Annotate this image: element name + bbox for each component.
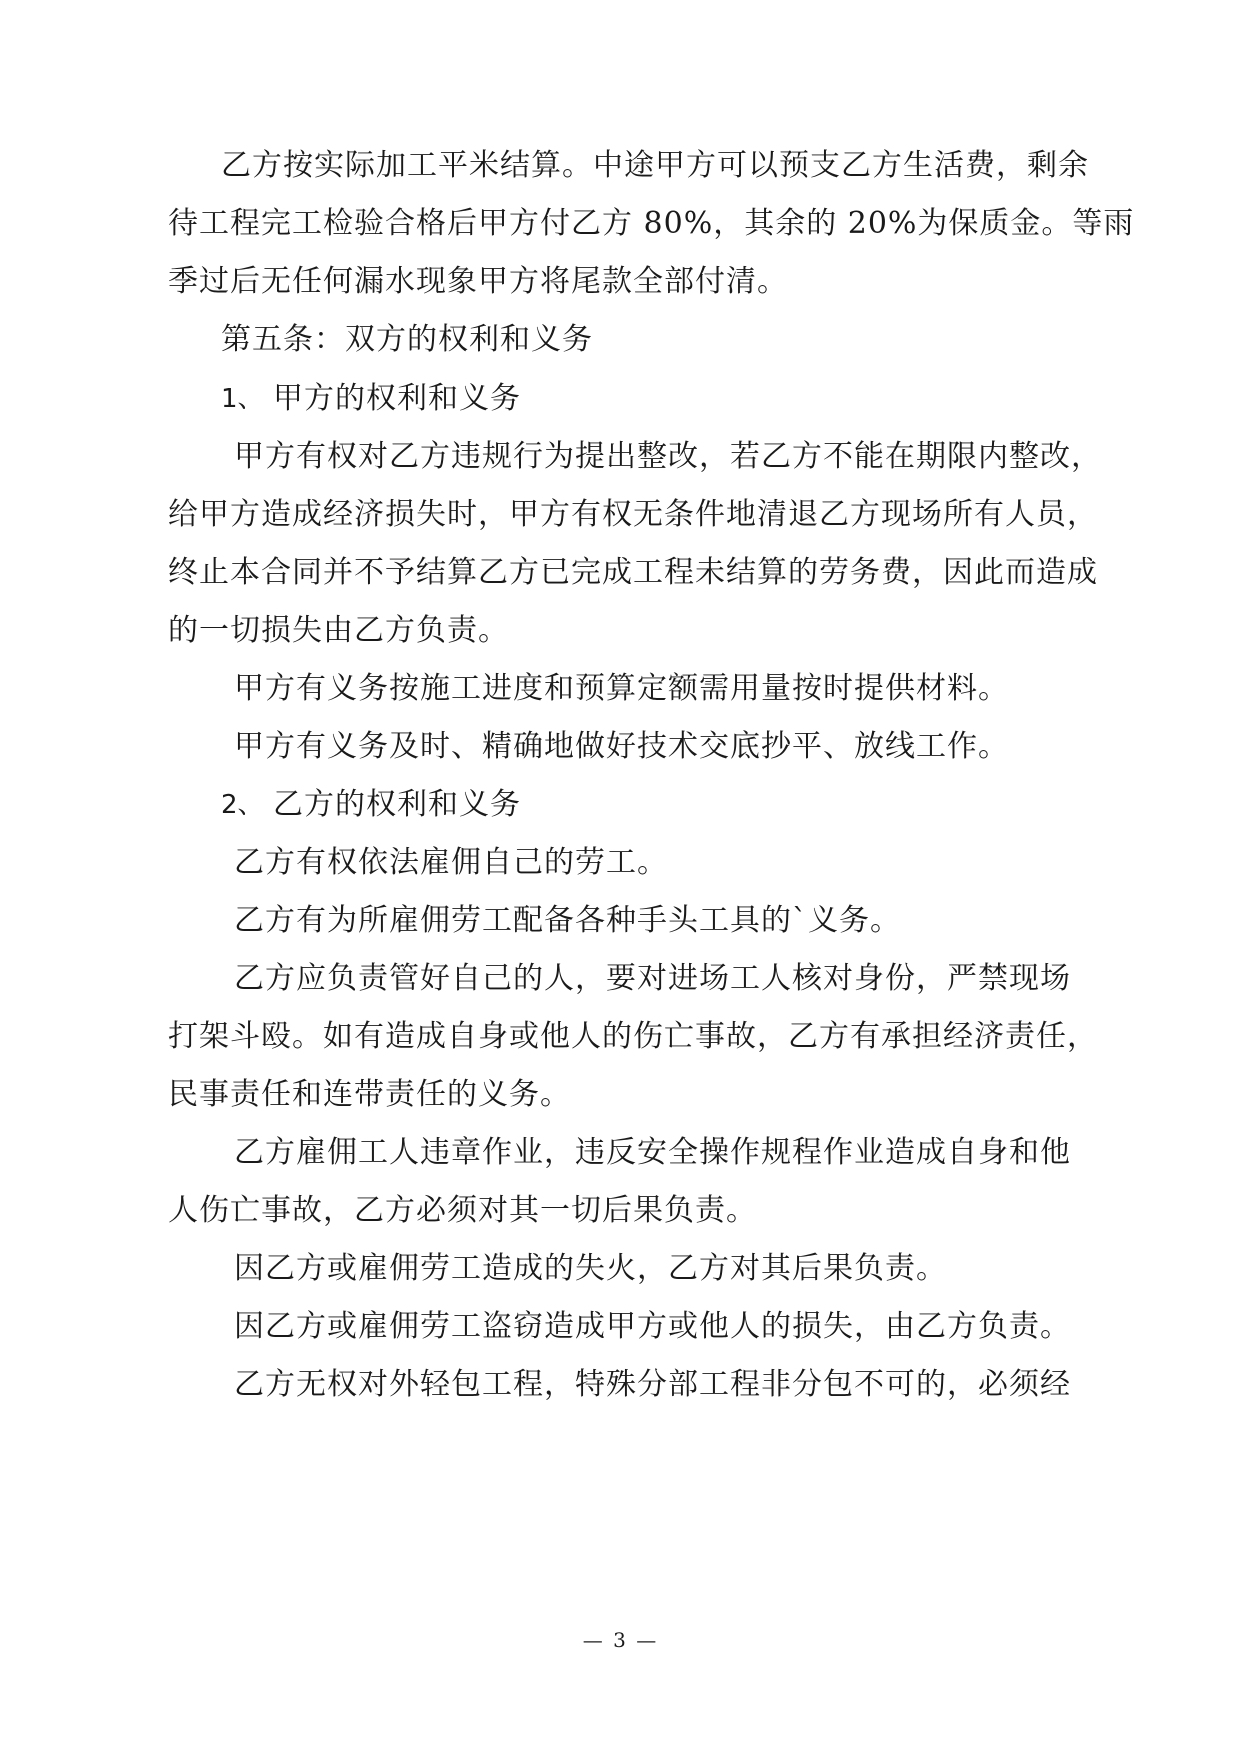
paragraph-3: 甲方有义务按施工进度和预算定额需用量按时提供材料。 bbox=[234, 671, 1009, 706]
paragraph-1-line-1: 乙方按实际加工平米结算。中途甲方可以预支乙方生活费，剩余 bbox=[221, 148, 1089, 183]
paragraph-6: 乙方有为所雇佣劳工配备各种手头工具的`义务。 bbox=[234, 903, 901, 938]
section-1-title: 甲方的权利和义务 bbox=[273, 381, 521, 416]
section-1-number: 1、 bbox=[221, 384, 264, 414]
paragraph-7-line-2: 打架斗殴。如有造成自身或他人的伤亡事故，乙方有承担经济责任， bbox=[168, 1019, 1098, 1054]
paragraph-5: 乙方有权依法雇佣自己的劳工。 bbox=[234, 845, 668, 880]
section-2-title: 乙方的权利和义务 bbox=[273, 787, 521, 822]
paragraph-4: 甲方有义务及时、精确地做好技术交底抄平、放线工作。 bbox=[234, 729, 1009, 764]
article-5-heading: 第五条：双方的权利和义务 bbox=[221, 322, 593, 357]
page-number: — 3 — bbox=[582, 1628, 659, 1652]
paragraph-2-line-4: 的一切损失由乙方负责。 bbox=[168, 613, 509, 648]
section-2-number: 2、 bbox=[221, 790, 264, 820]
paragraph-11: 乙方无权对外轻包工程，特殊分部工程非分包不可的，必须经 bbox=[234, 1367, 1071, 1402]
paragraph-2-line-3: 终止本合同并不予结算乙方已完成工程未结算的劳务费，因此而造成 bbox=[168, 555, 1098, 590]
paragraph-1-line-2: 待工程完工检验合格后甲方付乙方 80%，其余的 20%为保质金。等雨 bbox=[168, 206, 1135, 241]
paragraph-10: 因乙方或雇佣劳工盗窃造成甲方或他人的损失，由乙方负责。 bbox=[234, 1309, 1071, 1344]
paragraph-8-line-2: 人伤亡事故，乙方必须对其一切后果负责。 bbox=[168, 1193, 757, 1228]
paragraph-2-line-2: 给甲方造成经济损失时，甲方有权无条件地清退乙方现场所有人员， bbox=[168, 497, 1098, 532]
paragraph-8-line-1: 乙方雇佣工人违章作业，违反安全操作规程作业造成自身和他 bbox=[234, 1135, 1071, 1170]
paragraph-1-line-3: 季过后无任何漏水现象甲方将尾款全部付清。 bbox=[168, 264, 788, 299]
paragraph-2-line-1: 甲方有权对乙方违规行为提出整改，若乙方不能在期限内整改， bbox=[234, 439, 1102, 474]
paragraph-7-line-1: 乙方应负责管好自己的人，要对进场工人核对身份，严禁现场 bbox=[234, 961, 1071, 996]
paragraph-7-line-3: 民事责任和连带责任的义务。 bbox=[168, 1077, 571, 1112]
paragraph-9: 因乙方或雇佣劳工造成的失火，乙方对其后果负责。 bbox=[234, 1251, 947, 1286]
